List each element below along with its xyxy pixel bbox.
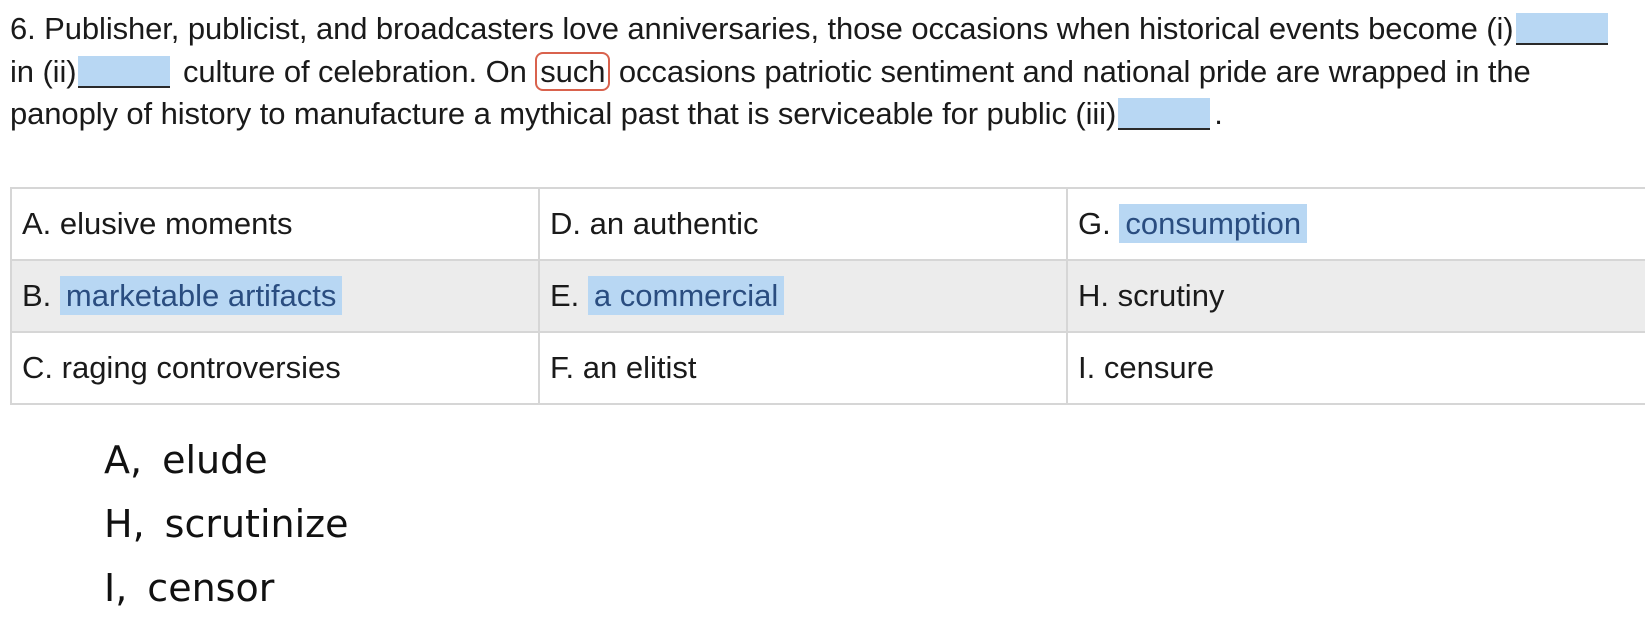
question-part-2: in (ii) [10, 53, 77, 89]
note-letter: A, [104, 438, 143, 482]
annotation-notes [104, 428, 348, 620]
circled-word: such [535, 52, 610, 91]
answer-choices-table [10, 187, 1645, 405]
question-part-3: culture of celebration. On [174, 53, 536, 89]
choice-letter: F. [550, 350, 575, 385]
note-word: elude [162, 438, 268, 482]
note-word: scrutinize [164, 502, 349, 546]
choice-d[interactable] [539, 188, 1067, 260]
choice-h[interactable] [1067, 260, 1645, 332]
question-number: 6. [10, 11, 36, 46]
blank-iii [1118, 98, 1210, 130]
choice-letter: C. [22, 350, 53, 385]
choice-text: an authentic [589, 206, 759, 241]
choice-text-highlighted: a commercial [588, 276, 784, 315]
choice-text: raging controversies [61, 350, 341, 385]
choice-text-highlighted: consumption [1119, 204, 1307, 243]
question-text [10, 8, 1640, 136]
blank-ii [78, 56, 170, 88]
choice-text: an elitist [582, 350, 697, 385]
choice-letter: A. [22, 206, 52, 241]
choice-row-2 [11, 260, 1645, 332]
choice-g[interactable] [1067, 188, 1645, 260]
note-item [104, 556, 348, 620]
choice-f[interactable] [539, 332, 1067, 404]
choice-b[interactable] [11, 260, 539, 332]
choice-text: censure [1103, 350, 1215, 385]
note-item [104, 428, 348, 492]
choice-letter: D. [550, 206, 581, 241]
choice-letter: I. [1078, 350, 1096, 385]
choice-letter: H. [1078, 278, 1109, 313]
note-letter: H, [104, 502, 145, 546]
choice-e[interactable] [539, 260, 1067, 332]
choice-letter: E. [550, 278, 580, 313]
question-part-1: Publisher, publicist, and broadcasters love anniversaries, those occasions when historical events become (i) [44, 11, 1514, 46]
choice-a[interactable] [11, 188, 539, 260]
choice-text-highlighted: marketable artifacts [60, 276, 343, 315]
choice-text: elusive moments [59, 206, 293, 241]
choice-text: scrutiny [1117, 278, 1225, 313]
choice-row-1 [11, 188, 1645, 260]
question-part-4: occasions patriotic sentiment and national pride are wrapped in the panoply of history to manufacture a mythical past that is serviceable for public (iii) [10, 53, 1531, 131]
choice-c[interactable] [11, 332, 539, 404]
choice-row-3 [11, 332, 1645, 404]
blank-i [1516, 13, 1608, 45]
note-item [104, 492, 348, 556]
note-letter: I, [104, 566, 128, 610]
question-part-5: . [1214, 96, 1223, 131]
choice-i[interactable] [1067, 332, 1645, 404]
choice-letter: G. [1078, 206, 1111, 241]
note-word: censor [147, 566, 275, 610]
choice-letter: B. [22, 278, 52, 313]
